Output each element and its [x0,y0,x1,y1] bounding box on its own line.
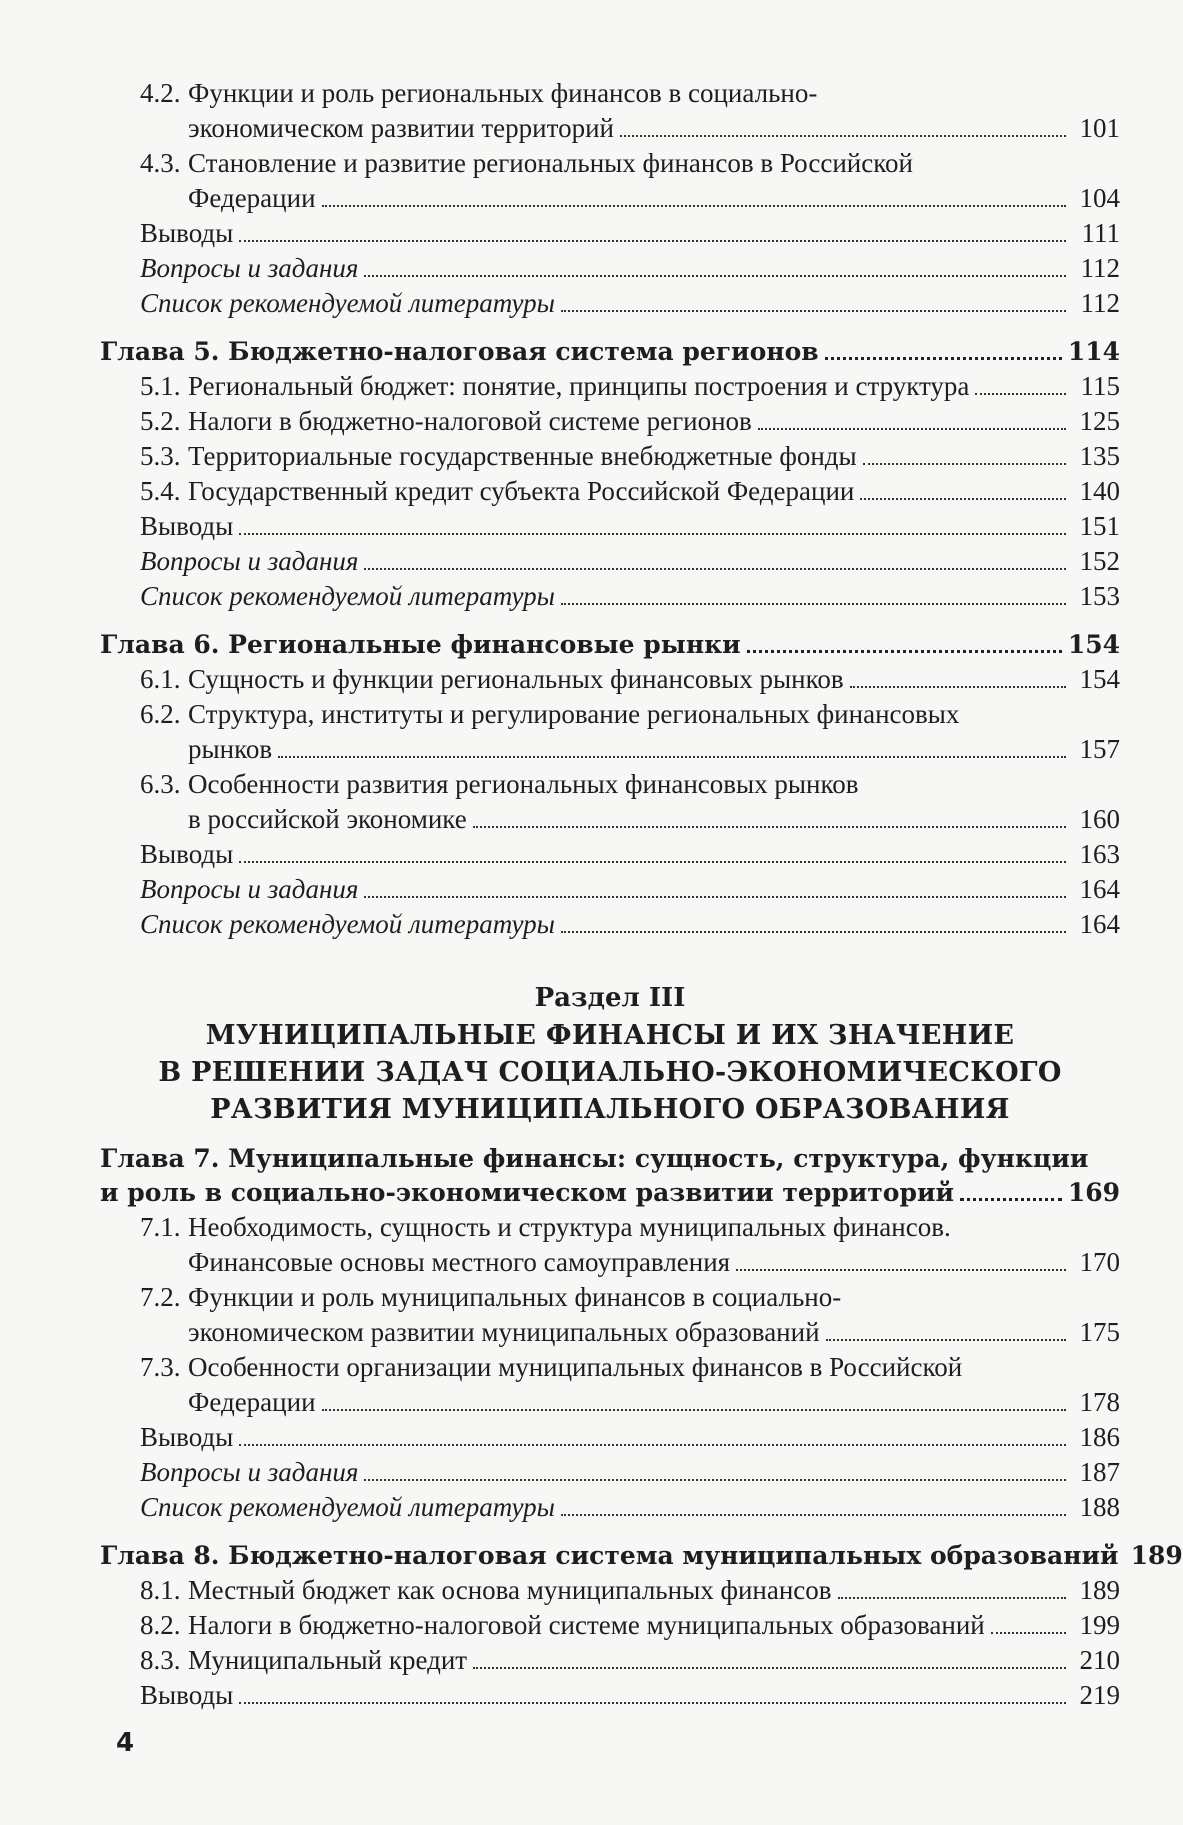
page-ref: 125 [1079,406,1120,436]
leader-dots [561,1513,1066,1516]
leader-dots [960,1197,1062,1201]
leader-dots [850,685,1066,688]
toc-group-chapter-4 [100,76,1120,321]
page-ref: 115 [1080,371,1120,401]
subsection-title: Сущность и функции региональных финансовых рынков [188,664,844,694]
subsection-number: 6.2. [140,699,181,729]
entry-line [140,767,1120,802]
page-ref: 157 [1079,734,1120,764]
section-title-line-2: В РЕШЕНИИ ЗАДАЧ СОЦИАЛЬНО-ЭКОНОМИЧЕСКОГО [158,1057,1062,1088]
subsection-number: 5.2. [140,406,181,436]
subsection-title: Федерации [188,1387,316,1417]
entry-line [140,1643,1120,1678]
leader-dots [860,497,1066,500]
subsection-title: Становление и развитие региональных финансов в Российской [188,148,913,178]
chapter-title-line-1: Глава 7. Муниципальные финансы: сущность, структура, функции [100,1144,1089,1173]
toc-appendix-entry[interactable] [140,837,1120,872]
toc-appendix-entry[interactable] [140,216,1120,251]
subsection-title: Функции и роль муниципальных финансов в социально- [188,1282,842,1312]
entry-line [140,1490,1120,1525]
chapter-7-entry[interactable] [100,1142,1120,1210]
toc-subsection-entry[interactable] [140,1350,1120,1420]
page-ref: 151 [1079,511,1120,541]
entry-line [140,1385,1120,1420]
leader-dots [975,392,1066,395]
toc-appendix-entry[interactable] [140,907,1120,942]
page-ref: 219 [1079,1680,1120,1710]
toc-subsection-entry[interactable] [140,662,1120,697]
entry-line [140,1455,1120,1490]
subsection-title: Государственный кредит субъекта Российской Федерации [188,476,855,506]
toc-group-chapter-7 [100,1210,1120,1525]
entry-line [140,181,1120,216]
entry-line [140,146,1120,181]
page-ref: 178 [1079,1387,1120,1417]
entry-line [140,1420,1120,1455]
page-ref: 114 [1067,337,1120,366]
entry-line [140,732,1120,767]
page-number: 4 [116,1728,135,1758]
chapter-title-line-2: и роль в социально-экономическом развитии территорий [100,1178,955,1207]
subsection-title: в российской экономике [188,804,467,834]
leader-dots [322,1408,1066,1411]
leader-dots [747,649,1062,653]
entry-line [140,474,1120,509]
appendix-title: Выводы [140,1680,234,1710]
subsection-number: 4.2. [140,78,181,108]
toc-group-chapter-5 [100,369,1120,614]
leader-dots [239,860,1066,863]
subsection-number: 5.4. [140,476,181,506]
toc-appendix-entry[interactable] [140,1490,1120,1525]
subsection-title: Необходимость, сущность и структура муниципальных финансов. [188,1212,951,1242]
appendix-title: Выводы [140,1422,234,1452]
leader-dots [826,1338,1066,1341]
toc-group-chapter-6 [100,662,1120,942]
page-ref: 140 [1079,476,1120,506]
table-of-contents [100,76,1183,1713]
chapter-8-entry[interactable] [100,1539,1183,1573]
toc-appendix-entry[interactable] [140,579,1120,614]
toc-group-chapter-8 [100,1573,1120,1713]
appendix-title: Список рекомендуемой литературы [140,909,555,939]
subsection-number: 5.1. [140,371,181,401]
entry-line [140,1350,1120,1385]
appendix-title: Список рекомендуемой литературы [140,581,555,611]
page-ref: 169 [1067,1178,1120,1207]
leader-dots [364,567,1066,570]
subsection-number: 5.3. [140,441,181,471]
entry-line [140,509,1120,544]
entry-line [140,286,1120,321]
page-ref: 187 [1079,1457,1120,1487]
leader-dots [825,356,1062,360]
subsection-title: Особенности развития региональных финансовых рынков [188,769,859,799]
chapter-title: Глава 8. Бюджетно-налоговая система муниципальных образований [100,1541,1119,1570]
page-ref: 189 [1079,1575,1120,1605]
entry-line [140,802,1120,837]
chapter-title: Глава 6. Региональные финансовые рынки [100,630,741,659]
subsection-number: 7.1. [140,1212,181,1242]
entry-line [140,1315,1120,1350]
leader-dots [239,1443,1066,1446]
page-ref: 164 [1079,874,1120,904]
leader-dots [736,1268,1066,1271]
page-ref: 210 [1079,1645,1120,1675]
entry-line [140,1210,1120,1245]
toc-subsection-entry[interactable] [140,1210,1120,1280]
subsection-title: Местный бюджет как основа муниципальных финансов [188,1575,832,1605]
leader-dots [863,462,1066,465]
leader-dots [364,895,1066,898]
section-title-line-1: МУНИЦИПАЛЬНЫЕ ФИНАНСЫ И ИХ ЗНАЧЕНИЕ [205,1020,1015,1051]
subsection-title: Территориальные государственные внебюджетные фонды [188,441,857,471]
subsection-title: Финансовые основы местного самоуправления [188,1247,731,1277]
subsection-number: 4.3. [140,148,181,178]
entry-line [140,404,1120,439]
leader-dots [239,532,1066,535]
section-label: Раздел III [534,983,686,1013]
appendix-title: Список рекомендуемой литературы [140,288,555,318]
leader-dots [838,1596,1066,1599]
appendix-title: Вопросы и задания [140,1457,359,1487]
entry-line [140,907,1120,942]
toc-appendix-entry[interactable] [140,1420,1120,1455]
page-ref: 153 [1079,581,1120,611]
leader-dots [991,1631,1066,1634]
section-title-line-3: РАЗВИТИЯ МУНИЦИПАЛЬНОГО ОБРАЗОВАНИЯ [210,1094,1010,1125]
toc-subsection-entry[interactable] [140,76,1120,146]
entry-line [140,216,1120,251]
chapter-6-entry[interactable] [100,628,1120,662]
subsection-title: Региональный бюджет: понятие, принципы построения и структура [188,371,970,401]
page-ref: 135 [1079,441,1120,471]
entry-line [140,369,1120,404]
toc-subsection-entry[interactable] [140,1608,1120,1643]
toc-appendix-entry[interactable] [140,509,1120,544]
toc-subsection-entry[interactable] [140,1280,1120,1350]
page-ref: 104 [1079,183,1120,213]
appendix-title: Вопросы и задания [140,253,359,283]
chapter-5-entry[interactable] [100,335,1120,369]
toc-appendix-entry[interactable] [140,1455,1120,1490]
subsection-number: 8.2. [140,1610,181,1640]
toc-subsection-entry[interactable] [140,146,1120,216]
subsection-title: Структура, институты и регулирование региональных финансовых [188,699,960,729]
page-ref: 164 [1079,909,1120,939]
leader-dots [364,274,1066,277]
entry-line [140,111,1120,146]
page-ref: 154 [1079,664,1120,694]
entry-line [140,1245,1120,1280]
toc-subsection-entry[interactable] [140,697,1120,767]
page-ref: 175 [1079,1317,1120,1347]
appendix-title: Вопросы и задания [140,874,359,904]
section-3-heading [100,980,1120,1128]
leader-dots [278,755,1066,758]
toc-subsection-entry[interactable] [140,404,1120,439]
toc-appendix-entry[interactable] [140,286,1120,321]
entry-line [140,76,1120,111]
entry-line [140,439,1120,474]
page-ref: 170 [1079,1247,1120,1277]
entry-line [140,837,1120,872]
toc-subsection-entry[interactable] [140,474,1120,509]
page-ref: 152 [1079,546,1120,576]
subsection-number: 6.1. [140,664,181,694]
leader-dots [758,427,1066,430]
page-ref: 163 [1079,839,1120,869]
toc-appendix-entry[interactable] [140,251,1120,286]
page-ref: 112 [1080,253,1120,283]
entry-line [140,1573,1120,1608]
subsection-number: 6.3. [140,769,181,799]
entry-line [140,1280,1120,1315]
subsection-title: Налоги в бюджетно-налоговой системе муниципальных образований [188,1610,985,1640]
subsection-title: рынков [188,734,273,764]
subsection-title: экономическом развитии муниципальных образований [188,1317,820,1347]
subsection-number: 7.2. [140,1282,181,1312]
chapter-title: Глава 5. Бюджетно-налоговая система регионов [100,337,819,366]
leader-dots [561,309,1066,312]
page-ref: 154 [1067,630,1120,659]
toc-appendix-entry[interactable] [140,544,1120,579]
toc-subsection-entry[interactable] [140,439,1120,474]
subsection-title: экономическом развитии территорий [188,113,614,143]
leader-dots [620,134,1066,137]
subsection-title: Функции и роль региональных финансов в социально- [188,78,818,108]
leader-dots [561,930,1066,933]
subsection-title: Особенности организации муниципальных финансов в Российской [188,1352,963,1382]
appendix-title: Список рекомендуемой литературы [140,1492,555,1522]
entry-line [140,1678,1120,1713]
leader-dots [239,239,1066,242]
page-ref: 160 [1079,804,1120,834]
subsection-title: Муниципальный кредит [188,1645,468,1675]
page-ref: 186 [1079,1422,1120,1452]
page-ref: 188 [1079,1492,1120,1522]
toc-appendix-entry[interactable] [140,872,1120,907]
appendix-title: Выводы [140,839,234,869]
page-ref: 189 [1130,1541,1183,1570]
subsection-number: 8.3. [140,1645,181,1675]
toc-appendix-entry[interactable] [140,1678,1120,1713]
leader-dots [473,825,1066,828]
entry-line [140,544,1120,579]
entry-line [140,872,1120,907]
entry-line [140,697,1120,732]
leader-dots [473,1666,1066,1669]
subsection-title: Федерации [188,183,316,213]
page-ref: 199 [1079,1610,1120,1640]
leader-dots [561,602,1066,605]
toc-subsection-entry[interactable] [140,369,1120,404]
toc-subsection-entry[interactable] [140,1573,1120,1608]
subsection-number: 8.1. [140,1575,181,1605]
toc-subsection-entry[interactable] [140,1643,1120,1678]
appendix-title: Выводы [140,511,234,541]
entry-line [140,1608,1120,1643]
page-ref: 111 [1081,218,1120,248]
appendix-title: Выводы [140,218,234,248]
entry-line [140,579,1120,614]
page-ref: 101 [1079,113,1120,143]
appendix-title: Вопросы и задания [140,546,359,576]
subsection-title: Налоги в бюджетно-налоговой системе регионов [188,406,752,436]
page-ref: 112 [1080,288,1120,318]
leader-dots [322,204,1066,207]
leader-dots [239,1701,1066,1704]
subsection-number: 7.3. [140,1352,181,1382]
entry-line [140,662,1120,697]
toc-subsection-entry[interactable] [140,767,1120,837]
leader-dots [364,1478,1066,1481]
entry-line [140,251,1120,286]
